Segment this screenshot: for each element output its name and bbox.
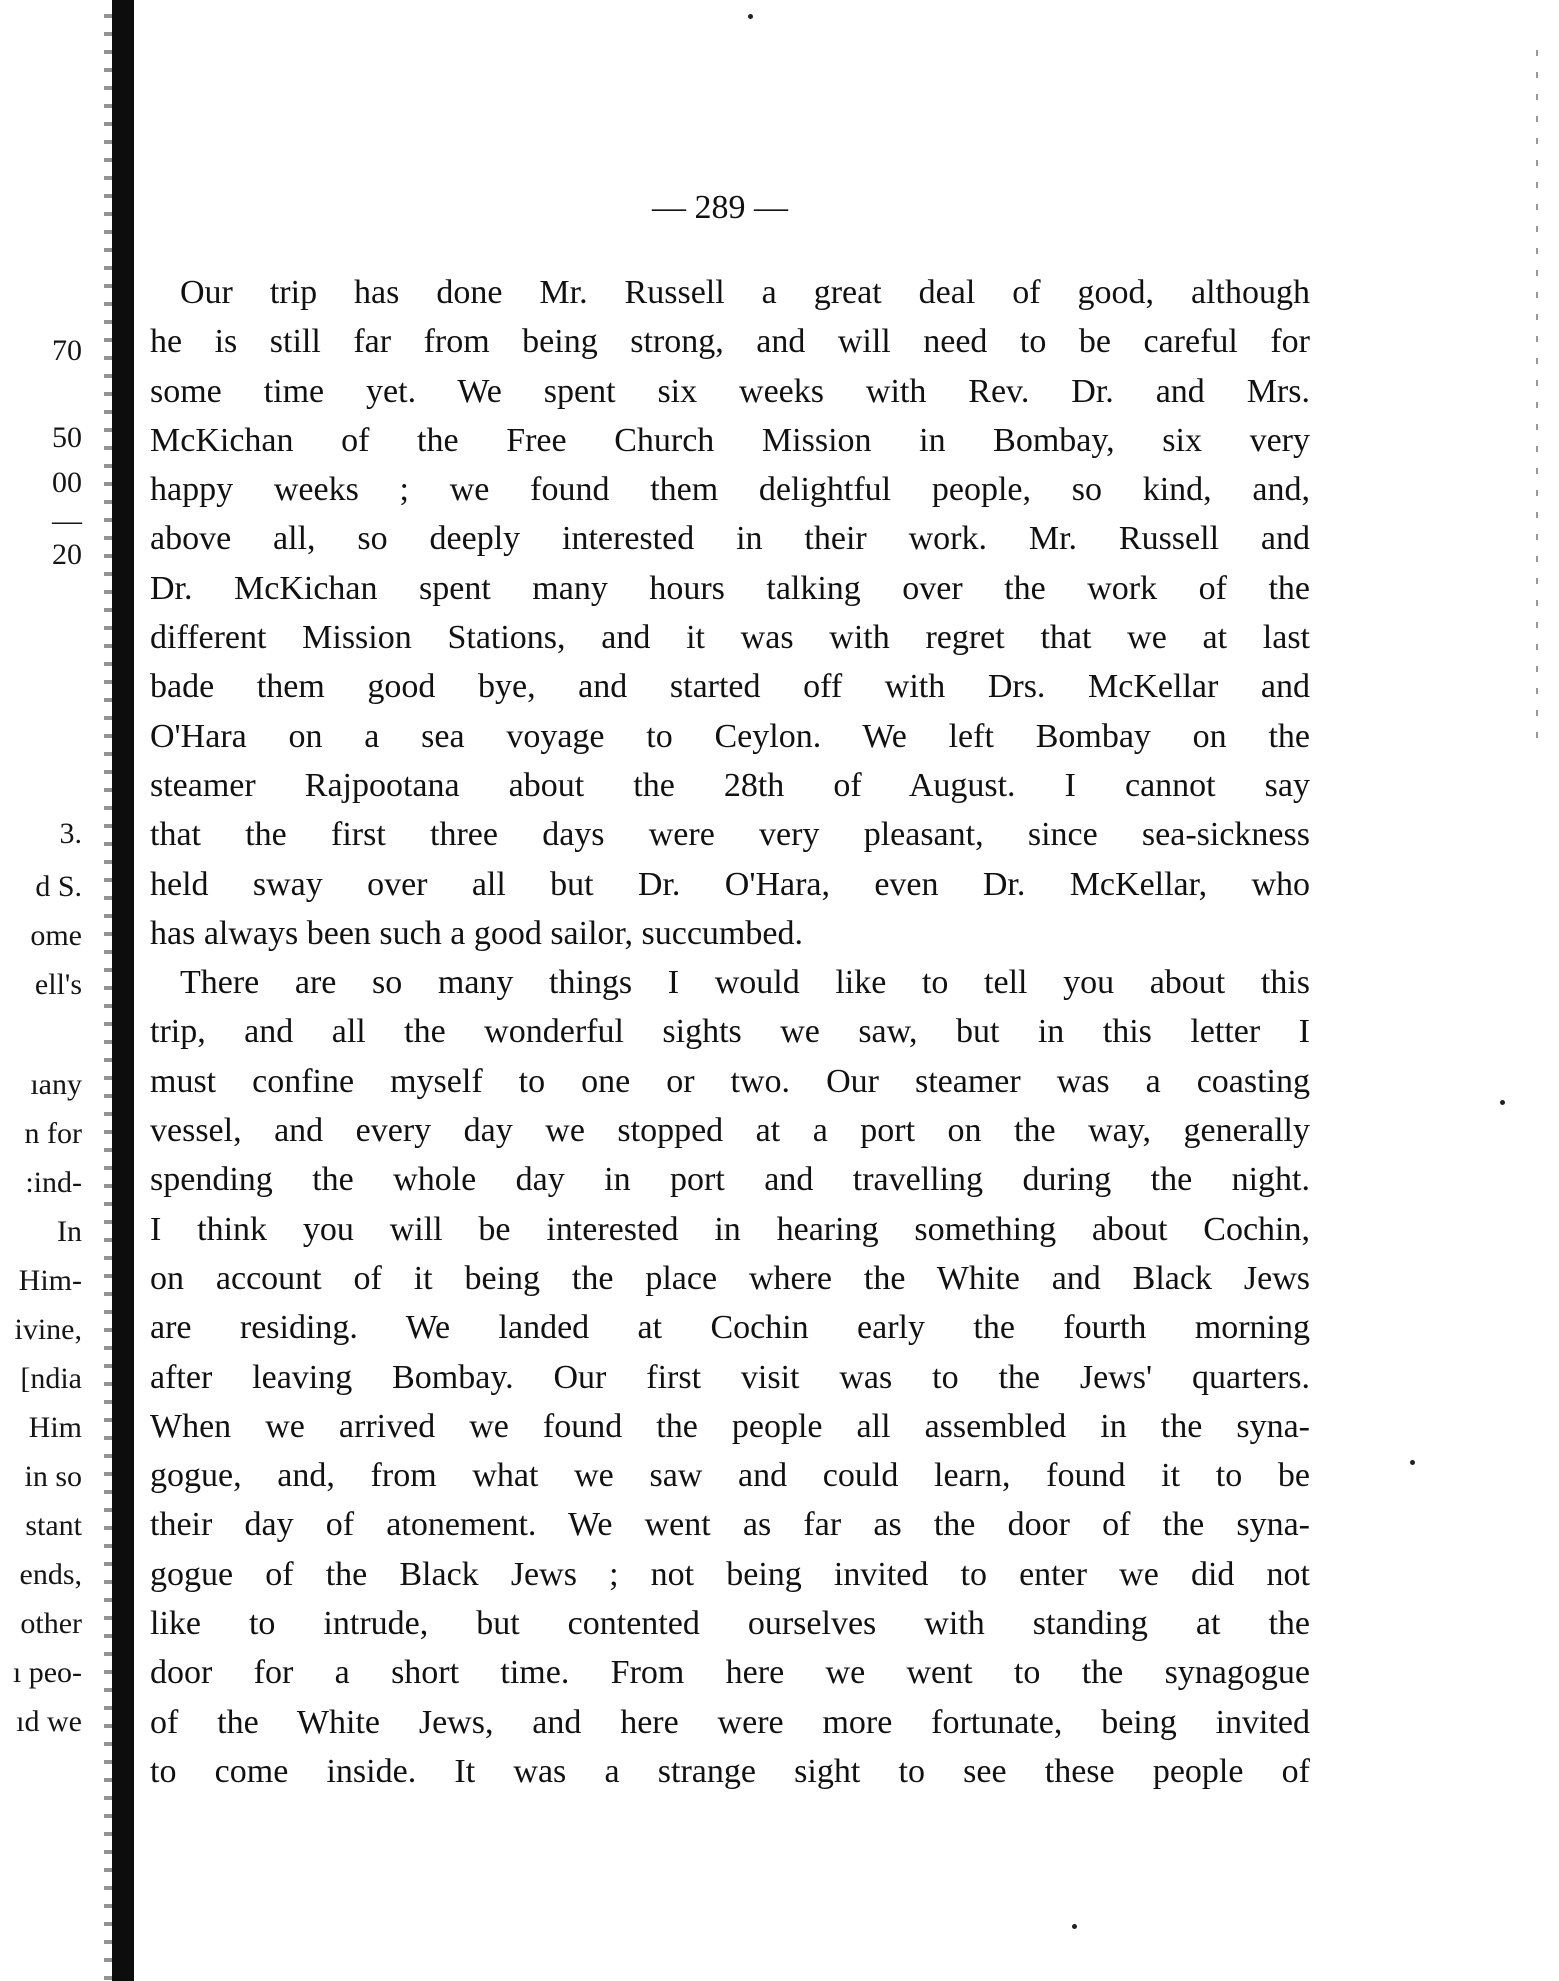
margin-fragment: n for [24, 1117, 82, 1150]
margin-fragment: — [52, 504, 82, 537]
binding-gutter [112, 0, 134, 1981]
text-line: held sway over all but Dr. O'Hara, even Dr. McKellar, who [150, 865, 1310, 903]
margin-fragment: Him [28, 1411, 82, 1444]
scan-speck [1410, 1460, 1415, 1465]
margin-fragment: ı peo- [12, 1656, 82, 1689]
margin-fragment: other [20, 1607, 82, 1640]
text-line: spending the whole day in port and travelling during the night. [150, 1161, 1310, 1199]
margin-fragment: stant [25, 1509, 82, 1542]
paragraph [150, 268, 1310, 958]
text-line: some time yet. We spent six weeks with Rev. Dr. and Mrs. [150, 372, 1310, 410]
text-line: different Mission Stations, and it was with regret that we at last [150, 619, 1310, 657]
margin-fragment: d S. [35, 870, 82, 903]
margin-fragment: ends, [19, 1558, 82, 1591]
text-line: that the first three days were very pleasant, since sea-sickness [150, 816, 1310, 854]
text-line: When we arrived we found the people all assembled in the syna- [150, 1407, 1310, 1445]
text-line: their day of atonement. We went as far as the door of the syna- [150, 1506, 1310, 1544]
text-line: of the White Jews, and here were more fortunate, being invited [150, 1703, 1310, 1741]
margin-fragment: :ind- [25, 1166, 82, 1199]
text-line: steamer Rajpootana about the 28th of August. I cannot say [150, 766, 1310, 804]
text-line: gogue, and, from what we saw and could learn, found it to be [150, 1457, 1310, 1495]
text-line: above all, so deeply interested in their work. Mr. Russell and [150, 520, 1310, 558]
scan-speck [748, 14, 753, 19]
margin-fragment: 3. [59, 817, 82, 850]
text-line: after leaving Bombay. Our first visit was to the Jews' quarters. [150, 1358, 1310, 1396]
margin-fragment: ell's [34, 968, 82, 1001]
text-line: must confine myself to one or two. Our steamer was a coasting [150, 1062, 1310, 1100]
text-line: on account of it being the place where the White and Black Jews [150, 1259, 1310, 1297]
margin-fragment: In [57, 1215, 82, 1248]
margin-fragment: in so [24, 1460, 82, 1493]
text-line: bade them good bye, and started off with Drs. McKellar and [150, 668, 1310, 706]
margin-fragment: ivine, [14, 1313, 82, 1346]
text-line: has always been such a good sailor, succumbed. [150, 914, 803, 952]
margin-fragment: ome [30, 919, 82, 952]
text-line: to come inside. It was a strange sight to see these people of [150, 1752, 1310, 1790]
margin-fragment: ıany [30, 1068, 82, 1101]
margin-fragment: ıd we [16, 1705, 82, 1738]
text-line: I think you will be interested in hearing something about Cochin, [150, 1210, 1310, 1248]
margin-fragment: 50 [52, 421, 82, 454]
margin-fragment: [ndia [20, 1362, 82, 1395]
text-line: McKichan of the Free Church Mission in Bombay, six very [150, 421, 1310, 459]
paragraph [150, 958, 1310, 1796]
text-line: door for a short time. From here we went to the synagogue [150, 1654, 1310, 1692]
text-line: trip, and all the wonderful sights we saw, but in this letter I [150, 1013, 1310, 1051]
margin-fragment: 20 [52, 538, 82, 571]
text-line: Our trip has done Mr. Russell a great deal of good, although [180, 274, 1310, 311]
margin-fragment: 00 [52, 466, 82, 499]
scan-speck [1072, 1924, 1077, 1929]
text-line: O'Hara on a sea voyage to Ceylon. We left Bombay on the [150, 717, 1310, 755]
text-line: like to intrude, but contented ourselves with standing at the [150, 1605, 1310, 1643]
margin-fragment: 70 [52, 334, 82, 367]
text-line: are residing. We landed at Cochin early the fourth morning [150, 1309, 1310, 1347]
text-line: he is still far from being strong, and will need to be careful for [150, 323, 1310, 361]
scan-speck [1500, 1100, 1505, 1105]
previous-page-margin [0, 0, 104, 1981]
margin-fragment: Him- [18, 1264, 82, 1297]
text-line: gogue of the Black Jews ; not being invited to enter we did not [150, 1555, 1310, 1593]
text-line: vessel, and every day we stopped at a port on the way, generally [150, 1112, 1310, 1150]
page-number: — 289 — [652, 189, 788, 226]
text-line: There are so many things I would like to tell you about this [180, 964, 1310, 1002]
binding-shadow-edge [104, 0, 112, 1981]
body-text [150, 268, 1310, 1796]
text-line: happy weeks ; we found them delightful people, so kind, and, [150, 471, 1310, 509]
page-edge-marks [1536, 50, 1538, 750]
text-line: Dr. McKichan spent many hours talking over the work of the [150, 569, 1310, 607]
